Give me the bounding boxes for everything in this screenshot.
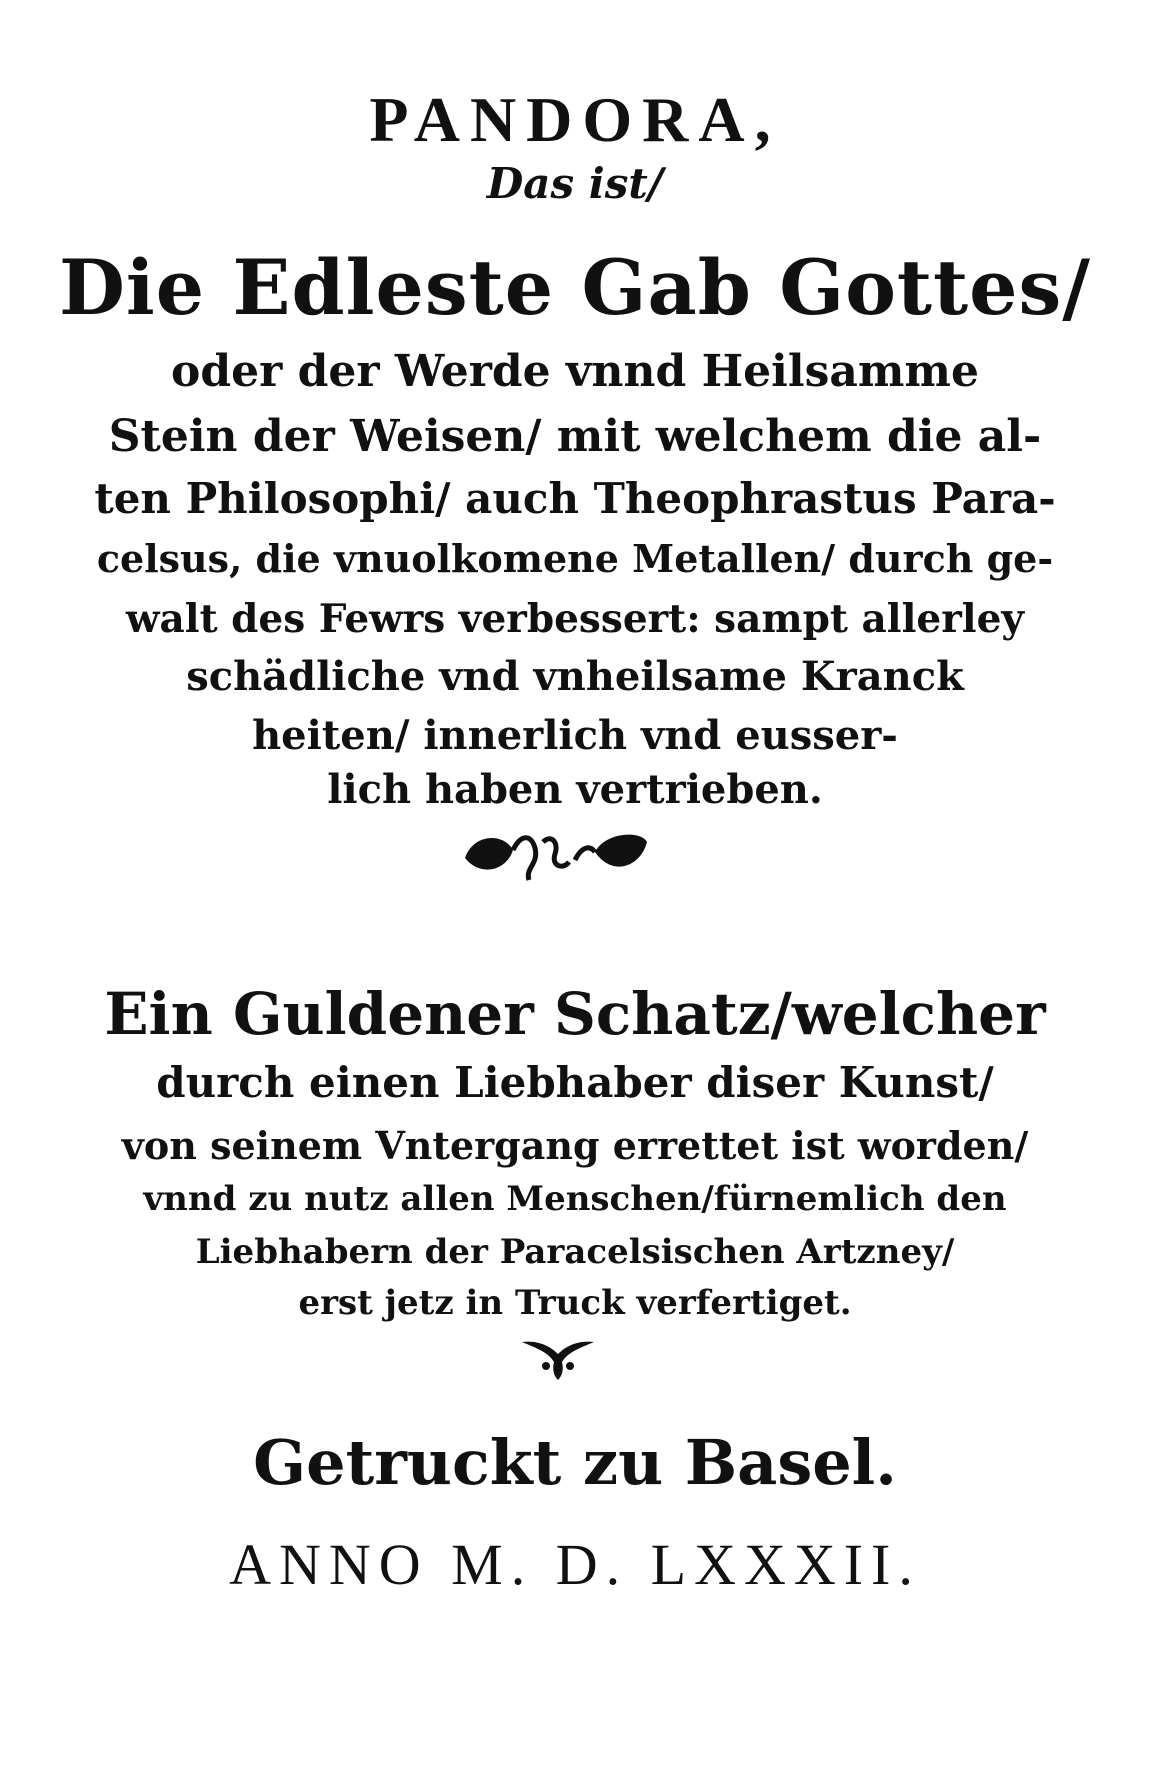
das-ist-line: Das ist/ [486,159,664,208]
body-line: lich haben vertrieben. [327,766,823,813]
body-line: heiten/ innerlich vnd eusser- [252,712,898,759]
publication-year: ANNO M. D. LXXXII. [229,1532,921,1597]
second-block-line: durch einen Liebhaber diser Kunst/ [156,1058,994,1107]
second-block-line: erst jetz in Truck verfertiget. [298,1283,852,1323]
second-block-line: Liebhabern der Paracelsischen Artzney/ [195,1232,955,1272]
second-block-line: Ein Guldener Schatz/welcher [104,980,1046,1048]
fleuron-ornament-icon [518,1336,598,1382]
leaf-vine-ornament-icon [455,820,655,894]
body-line: schädliche vnd vnheilsame Kranck [186,653,964,700]
second-block-line: von seinem Vntergang errettet ist worden/ [121,1123,1029,1168]
body-line: Stein der Weisen/ mit welchem die al- [108,411,1042,462]
book-title: PANDORA, [369,84,781,155]
body-line: oder der Werde vnnd Heilsamme [171,346,979,397]
body-line: ten Philosophi/ auch Theophrastus Para- [94,474,1056,523]
body-line: walt des Fewrs verbessert: sampt allerley [125,596,1025,642]
imprint: Getruckt zu Basel. [253,1426,897,1499]
body-line: celsus, die vnuolkomene Metallen/ durch ge- [96,536,1054,581]
subtitle: Die Edleste Gab Gottes/ [58,243,1092,332]
second-block-line: vnnd zu nutz allen Menschen/fürnemlich den [143,1179,1007,1219]
